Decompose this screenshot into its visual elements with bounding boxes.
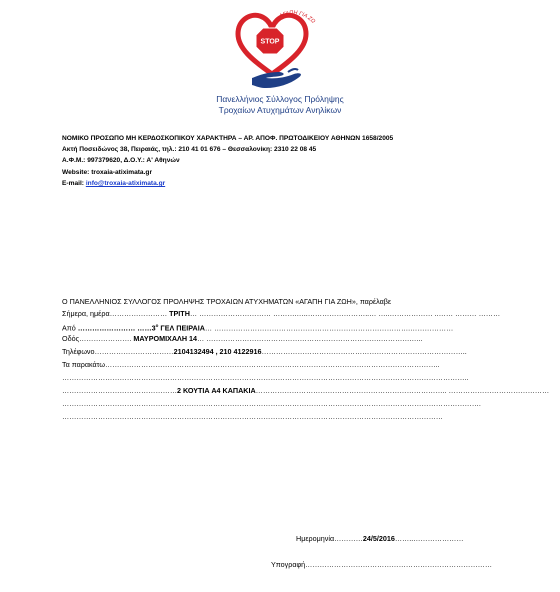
organization-name-line2: Τροχαίων Ατυχημάτων Ανηλίκων — [218, 105, 342, 115]
email-label: E-mail: — [62, 180, 86, 187]
blank-line: …………………………………………………………………………………………………………………………………………… — [62, 412, 443, 421]
blank-line: …………………………………………………………………………………………………………………………………………………….. — [62, 373, 469, 382]
signature-label: Υπογραφή — [271, 560, 306, 569]
stop-sign-text: STOP — [260, 38, 280, 46]
day-row: Σήμερα, ημέρα…………………… ΤΡΙΤΗ… ………………………… ……….…..……………………..… …..……………… ..…… ……… ……… — [62, 309, 501, 318]
logo-arc-text: ΑΓΑΠΗ ΓΙΑ ΖΩ — [278, 10, 317, 25]
signature-row — [271, 560, 492, 570]
website-line: Website: troxaia-atiximata.gr — [62, 169, 153, 176]
items-detail-row: …………………………………………2 ΚΟΥΤΙΑ Α4 ΚΑΠΑΚΙΑ…………………………………………………………………….. …………………………………… — [62, 386, 550, 395]
items-value: 2 ΚΟΥΤΙΑ Α4 ΚΑΠΑΚΙΑ — [177, 386, 256, 395]
day-label: Σήμερα, ημέρα — [62, 309, 110, 318]
receipt-intro: Ο ΠΑΝΕΛΛΗΝΙΟΣ ΣΥΛΛΟΓΟΣ ΠΡΟΛΗΨΗΣ ΤΡΟΧΑΙΩΝ ΑΤΥΧΗΜΑΤΩΝ «ΑΓΑΠΗ ΓΙΑ ΖΩΗ», παρέλαβε — [62, 297, 392, 306]
email-line — [62, 179, 165, 188]
street-row: Οδός…………………. ΜΑΥΡΟΜΙΧΑΛΗ 14… ……………………………………………………………….………….….. — [62, 334, 423, 343]
organization-name-line1: Πανελλήνιος Σύλλογος Πρόληψης — [216, 94, 344, 104]
email-link[interactable]: info@troxaia-atiximata.gr — [85, 180, 166, 187]
day-value: ΤΡΙΤΗ — [169, 309, 190, 318]
hand-icon — [252, 72, 301, 88]
from-row: Από …………………… $\dots\dots 3^o$ ΓΕΛ ΠΕΙΡΑΙΑ… ……………………………………………………………………….……………… — [62, 323, 454, 333]
tax-id-line: Α.Φ.Μ.: 997379620, Δ.Ο.Υ.: Α' Αθηνών — [62, 157, 180, 164]
date-value: 24/5/2016 — [362, 534, 395, 543]
items-label: Τα παρακάτω — [62, 360, 106, 369]
phone-value: 2104132494 , 210 4122916 — [173, 347, 262, 356]
address-line: Ακτή Ποσειδώνος 38, Πειραιάς, τηλ.: 210 41 01 676 – Θεσσαλονίκη: 2310 22 08 45 — [62, 146, 317, 153]
street-label: Οδός — [62, 334, 80, 343]
date-label: Ημερομηνία — [296, 534, 335, 543]
street-value: ΜΑΥΡΟΜΙΧΑΛΗ 14 — [133, 334, 198, 343]
legal-entity-line: ΝΟΜΙΚΟ ΠΡΟΣΩΠΟ ΜΗ ΚΕΡΔΟΣΚΟΠΙΚΟΥ ΧΑΡΑΚΤΗΡΑ – ΑΡ. ΑΠΟΦ. ΠΡΩΤΟΔΙΚΕΙΟΥ ΑΘΗΝΩΝ 1658/2005 — [62, 135, 394, 142]
from-label: Από — [62, 323, 76, 333]
items-row: Τα παρακάτω………………………………………………………………………………………………………………………….. — [62, 360, 440, 369]
from-value: ΓΕΛ ΠΕΙΡΑΙΑ — [158, 323, 205, 333]
blank-line: …………………………………………………………………………………………………………………………………………………………. — [62, 399, 481, 408]
phone-row: Τηλέφωνο……………………………2104132494 , 210 4122916………………………………………………………………………….. — [62, 347, 467, 356]
phone-label: Τηλέφωνο — [62, 347, 95, 356]
organization-logo — [222, 2, 322, 92]
signature-line: …………………………………………………………………… — [305, 560, 493, 569]
date-row: Ημερομηνία…………24/5/2016……..………………… — [296, 534, 464, 543]
